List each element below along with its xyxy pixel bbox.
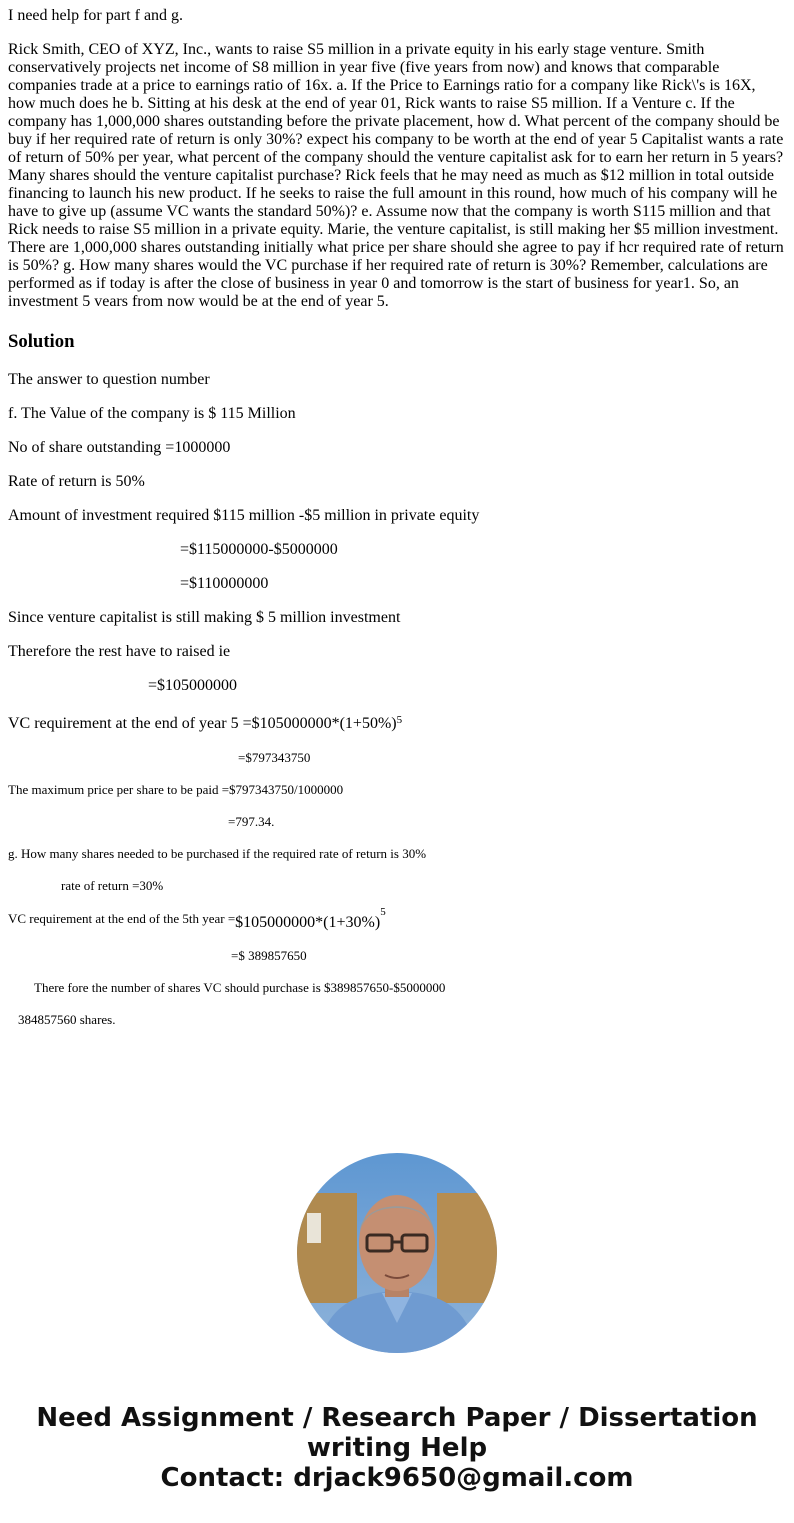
- solution-line: No of share outstanding =1000000: [8, 439, 231, 456]
- solution-line: [8, 906, 386, 931]
- solution-heading: Solution: [8, 331, 75, 352]
- footer-line: Need Assignment / Research Paper / Dissertation: [36, 1403, 758, 1433]
- solution-line: =797.34.: [228, 814, 275, 829]
- solution-line: 384857560 shares.: [18, 1012, 116, 1027]
- solution-line: rate of return =30%: [61, 878, 164, 893]
- solution-line: =$ 389857650: [231, 948, 307, 963]
- solution-line: =$105000000: [148, 677, 238, 694]
- exponent: 5: [396, 714, 403, 726]
- question-text: Rick Smith, CEO of XYZ, Inc., wants to raise S5 million in a private equity in his early stage venture. Smith conservatively projects net income of S8 million in year five (five years from now) and knows that comparable companies trade at a price to earnings ratio of 16x. a. If the Price to Earnings ratio for a company like Rick\'s is 16X, how much does he b. Sitting at his desk at the end of year 01, Rick wants to raise S5 million. If a Venture c. If the company has 1,000,000 shares outstanding before the private placement, how d. What percent of the company should be buy if her required rate of return is only 30%? expect his company to be worth at the end of year 5 Capitalist wants a rate of return of 50% per year, what percent of the company should the venture capitalist ask for to earn her return in 5 years? Many shares should the venture capitalist purchase? Rick feels that he may need as much as $12 million in total outside financing to launch his new product. If he seeks to raise the full amount in this round, how much of his company will he have to give up (assume VC wants the standard 50%)? e. Assume now that the company is worth S115 million and that Rick needs to raise S5 million in a private equity. Marie, the venture capitalist, is still making her $5 million investment. There are 1,000,000 shares outstanding initially what price per share should she agree to pay if hcr required rate of return is 50%? g. How many shares would the VC purchase if her required rate of return is 30%? Remember, calculations are performed as if today is after the close of business in year 0 and tomorrow is the start of business for year1. So, an investment 5 vears from now would be at the end of year 5.: [8, 41, 784, 310]
- intro-text: I need help for part f and g.: [8, 7, 184, 24]
- solution-line: There fore the number of shares VC should purchase is $389857650-$5000000: [34, 980, 446, 995]
- solution-label: VC requirement at the end of the 5th year =: [8, 911, 236, 926]
- footer-banner: [0, 1403, 794, 1493]
- solution-line: Amount of investment required $115 million -$5 million in private equity: [8, 507, 480, 524]
- exponent: 5: [380, 906, 386, 918]
- footer-contact: Contact: drjack9650@gmail.com: [160, 1463, 634, 1493]
- solution-line: g. How many shares needed to be purchased if the required rate of return is 30%: [8, 846, 427, 861]
- solution-line: =$797343750: [238, 750, 311, 765]
- solution-line: Since venture capitalist is still making $ 5 million investment: [8, 609, 401, 626]
- author-photo-illustration: [297, 1153, 497, 1353]
- solution-formula: $105000000*(1+30%): [235, 914, 381, 931]
- solution-line: =$115000000-$5000000: [180, 541, 338, 558]
- solution-line: Rate of return is 50%: [8, 473, 145, 490]
- solution-line: The maximum price per share to be paid =$797343750/1000000: [8, 782, 344, 797]
- solution-line: The answer to question number: [8, 371, 210, 388]
- solution-line: f. The Value of the company is $ 115 Million: [8, 405, 296, 422]
- solution-line: Therefore the rest have to raised ie: [8, 643, 231, 660]
- author-avatar: [297, 1153, 497, 1353]
- solution-line: [8, 715, 402, 733]
- solution-formula: VC requirement at the end of year 5 =$105000000*(1+50%): [8, 715, 397, 732]
- solution-line: =$110000000: [180, 575, 269, 592]
- footer-line: writing Help: [306, 1433, 488, 1463]
